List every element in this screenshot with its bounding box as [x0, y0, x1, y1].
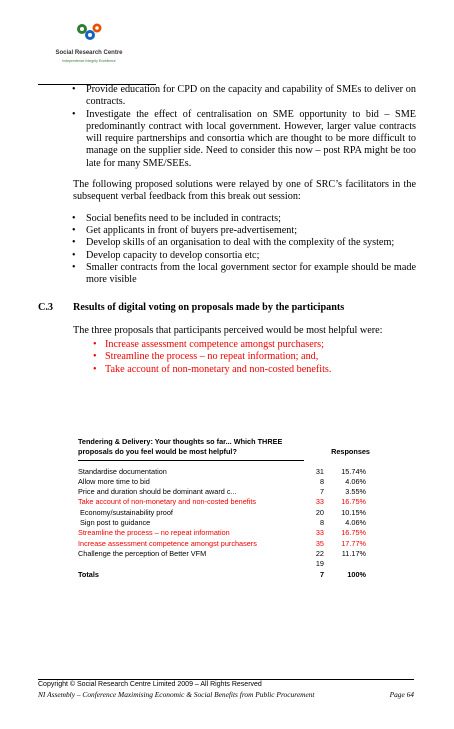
logo-tagline: Independence Integrity Excellence	[62, 59, 116, 63]
row-label: Price and duration should be dominant award c...	[78, 487, 237, 497]
list-item: • Get applicants in front of buyers pre-advertisement;	[38, 225, 416, 237]
row-label	[78, 559, 296, 569]
footer-copyright: Copyright © Social Research Centre Limited 2009 – All Rights Reserved	[38, 681, 262, 688]
top-bullet-list	[38, 84, 416, 170]
row-count: 33	[315, 497, 324, 507]
table-row-highlighted	[78, 539, 370, 549]
row-label: Sign post to guidance	[78, 518, 151, 528]
row-percent: 17.77%	[341, 538, 366, 548]
row-percent: 4.06%	[345, 518, 366, 528]
table-row	[78, 559, 370, 569]
row-label: Streamline the process – no repeat information	[78, 528, 230, 538]
table-header	[78, 437, 370, 458]
table-row	[78, 508, 370, 518]
table-row-highlighted	[78, 528, 370, 538]
table-rule	[78, 460, 304, 461]
list-item: • Take account of non-monetary and non-costed benefits.	[38, 364, 416, 376]
row-count: 33	[315, 528, 324, 538]
list-item: • Streamline the process – no repeat information; and,	[38, 351, 416, 363]
page-number: Page 64	[389, 690, 414, 699]
list-item: • Increase assessment competence amongst purchasers;	[38, 339, 416, 351]
totals-row	[78, 570, 370, 580]
table-row	[78, 549, 370, 559]
row-percent	[324, 559, 366, 569]
section-heading	[38, 302, 416, 314]
table-row	[78, 467, 370, 477]
row-count: 22	[315, 548, 324, 558]
row-count: 8	[319, 476, 324, 486]
intro-paragraph: The three proposals that participants perceived would be most helpful were:	[73, 324, 383, 336]
list-item: • Smaller contracts from the local government sector for example should be made more visible	[38, 262, 416, 287]
row-count: 7	[319, 487, 324, 497]
body-paragraph: The following proposed solutions were relayed by one of SRC’s facilitators in the subsequent verbal feedback from this break out session:	[73, 179, 416, 203]
row-count: 20	[315, 507, 324, 517]
row-percent: 11.17%	[341, 548, 366, 558]
row-label: Challenge the perception of Better VFM	[78, 548, 207, 558]
logo-mark-icon	[76, 22, 102, 44]
row-label: Allow more time to bid	[78, 476, 150, 486]
list-item: • Develop skills of an organisation to deal with the complexity of the system;	[38, 237, 416, 249]
footer-title: NI Assembly – Conference Maximising Economic & Social Benefits from Public Procurement	[38, 690, 315, 699]
row-percent: 16.75%	[341, 497, 366, 507]
responses-header: Responses	[331, 447, 370, 457]
list-item: • Provide education for CPD on the capacity and capability of SMEs to deliver on contracts.	[38, 84, 416, 109]
row-percent: 10.15%	[341, 507, 366, 517]
table-row	[78, 477, 370, 487]
page-content	[38, 84, 416, 376]
table-row-highlighted	[78, 497, 370, 507]
row-count: 19	[315, 559, 324, 569]
list-item: • Develop capacity to develop consortia etc;	[38, 250, 416, 262]
footer-rule	[38, 679, 414, 680]
totals-percent: 100%	[347, 569, 366, 579]
row-percent: 4.06%	[345, 476, 366, 486]
voting-results-table	[78, 437, 370, 580]
top-proposals-list	[38, 339, 416, 376]
row-label: Economy/sustainability proof	[78, 507, 173, 517]
section-title: Results of digital voting on proposals made by the participants	[73, 302, 345, 314]
row-count: 35	[315, 538, 324, 548]
logo-name: Social Research Centre	[55, 50, 123, 56]
solutions-bullet-list	[38, 213, 416, 287]
row-percent: 15.74%	[341, 466, 366, 476]
totals-count: 7	[319, 569, 324, 579]
footer	[38, 690, 414, 699]
row-label: Take account of non-monetary and non-costed benefits	[78, 497, 257, 507]
totals-label: Totals	[78, 569, 99, 579]
src-logo	[54, 22, 124, 72]
row-count: 31	[315, 466, 324, 476]
section-number: C.3	[38, 302, 53, 314]
table-question: Tendering & Delivery: Your thoughts so far... Which THREE proposals do you feel would be most helpful?	[78, 437, 283, 457]
row-percent: 3.55%	[345, 487, 366, 497]
table-row	[78, 518, 370, 528]
row-label: Increase assessment competence amongst purchasers	[78, 538, 257, 548]
list-item: • Investigate the effect of centralisation on SME opportunity to bid – SME predominantly contract with local government. However, larger value contracts will require partnerships and consortia which are thought to be more difficult to manage on the supplier side. Need to consider this now – post RPA might be too late for many SME/SEEs.	[38, 109, 416, 170]
list-item: • Social benefits need to be included in contracts;	[38, 213, 416, 225]
table-row	[78, 487, 370, 497]
row-count: 8	[319, 518, 324, 528]
row-label: Standardise documentation	[78, 466, 167, 476]
row-percent: 16.75%	[341, 528, 366, 538]
